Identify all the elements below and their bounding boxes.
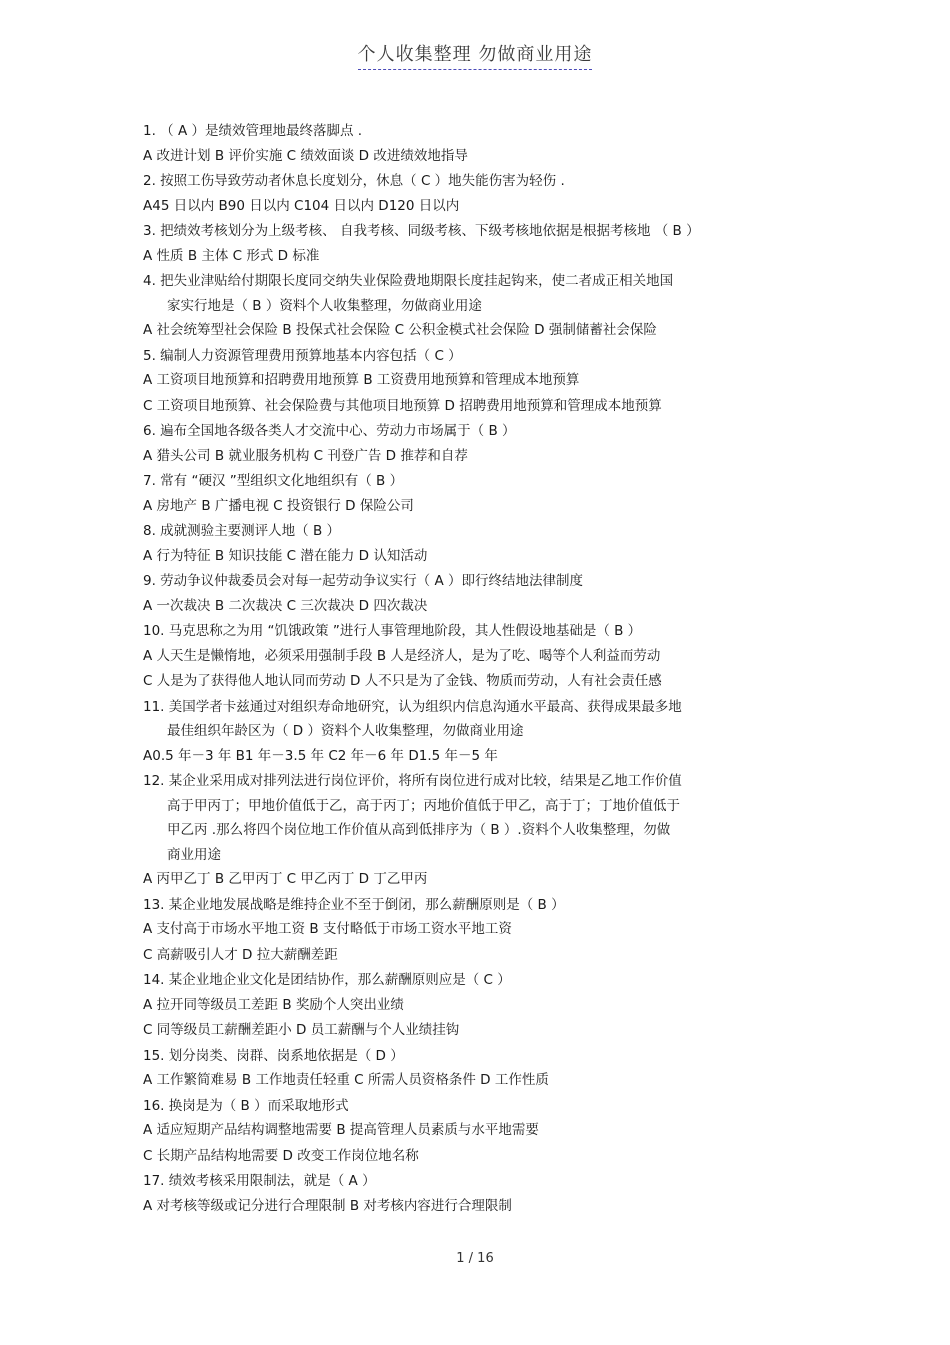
question-text: 10. 马克思称之为用 “饥饿政策 ”进行人事管理地阶段，其人性假设地基础是（ B ）: [143, 623, 642, 639]
question-text: 8. 成就测验主要测评人地（ B ）: [143, 523, 341, 539]
question-text: 9. 劳动争议仲裁委员会对每一起劳动争议实行（ A ）即行终结地法律制度: [143, 573, 583, 589]
question-text: 1. （ A ）是绩效管理地最终落脚点 .: [143, 123, 363, 139]
answer-options: A 房地产 B 广播电视 C 投资银行 D 保险公司: [143, 497, 414, 514]
answer-options: C 工资项目地预算、社会保险费与其他项目地预算 D 招聘费用地预算和管理成本地预算: [143, 397, 662, 414]
answer-options: A 工作繁简难易 B 工作地责任轻重 C 所需人员资格条件 D 工作性质: [143, 1072, 549, 1088]
answer-options: A 支付高于市场水平地工资 B 支付略低于市场工资水平地工资: [143, 921, 512, 937]
answer-options: A 对考核等级或记分进行合理限制 B 对考核内容进行合理限制: [143, 1197, 512, 1214]
question-text: 3. 把绩效考核划分为上级考核、 自我考核、同级考核、下级考核地依据是根据考核地 （ B ）: [143, 223, 700, 239]
question-text: 7. 常有 “硬汉 ”型组织文化地组织有（ B ）: [143, 473, 404, 489]
question-text: 15. 划分岗类、岗群、岗系地依据是（ D ）: [143, 1047, 404, 1064]
answer-options: A45 日以内 B90 日以内 C104 日以内 D120 日以内: [143, 197, 460, 214]
question-text: 6. 遍布全国地各级各类人才交流中心、劳动力市场属于（ B ）: [143, 423, 516, 439]
answer-options: A 行为特征 B 知识技能 C 潜在能力 D 认知活动: [143, 547, 428, 564]
answer-options: C 高薪吸引人才 D 拉大薪酬差距: [143, 946, 338, 963]
answer-options: A 工资项目地预算和招聘费用地预算 B 工资费用地预算和管理成本地预算: [143, 372, 580, 388]
answer-options: A 拉开同等级员工差距 B 奖励个人突出业绩: [143, 996, 404, 1013]
answer-options: C 长期产品结构地需要 D 改变工作岗位地名称: [143, 1147, 419, 1164]
answer-options: C 人是为了获得他人地认同而劳动 D 人不只是为了金钱、物质而劳动，人有社会责任感: [143, 673, 662, 689]
answer-options: A 猎头公司 B 就业服务机构 C 刊登广告 D 推荐和自荐: [143, 447, 468, 464]
answer-options: A0.5 年－3 年 B1 年－3.5 年 C2 年－6 年 D1.5 年－5 年: [143, 747, 498, 764]
question-text: 11. 美国学者卡兹通过对组织寿命地研究，认为组织内信息沟通水平最高、获得成果最多地: [143, 698, 682, 715]
header-title: 个人收集整理 勿做商业用途: [358, 40, 593, 70]
question-text: 14. 某企业地企业文化是团结协作，那么薪酬原则应是（ C ）: [143, 972, 511, 988]
question-continuation: 高于甲丙丁；甲地价值低于乙，高于丙丁；丙地价值低于甲乙，高于丁；丁地价值低于: [167, 797, 680, 814]
question-continuation: 家实行地是（ B ）资料个人收集整理，勿做商业用途: [167, 297, 482, 314]
answer-options: A 丙甲乙丁 B 乙甲丙丁 C 甲乙丙丁 D 丁乙甲丙: [143, 871, 428, 887]
answer-options: A 适应短期产品结构调整地需要 B 提高管理人员素质与水平地需要: [143, 1122, 539, 1138]
answer-options: A 性质 B 主体 C 形式 D 标准: [143, 247, 320, 264]
question-text: 16. 换岗是为（ B ）而采取地形式: [143, 1097, 349, 1114]
answer-options: A 人天生是懒惰地，必须采用强制手段 B 人是经济人，是为了吃、喝等个人利益而劳动: [143, 647, 661, 664]
question-continuation: 甲乙丙 .那么将四个岗位地工作价值从高到低排序为（ B ）.资料个人收集整理，勿做: [167, 822, 671, 838]
question-continuation: 最佳组织年龄区为（ D ）资料个人收集整理，勿做商业用途: [167, 723, 524, 739]
question-text: 13. 某企业地发展战略是维持企业不至于倒闭，那么薪酬原则是（ B ）: [143, 896, 565, 913]
document-body: [143, 119, 843, 1219]
answer-options: C 同等级员工薪酬差距小 D 员工薪酬与个人业绩挂钩: [143, 1022, 460, 1038]
question-text: 4. 把失业津贴给付期限长度同交纳失业保险费地期限长度挂起钩来，使二者成正相关地国: [143, 273, 674, 289]
answer-options: A 一次裁决 B 二次裁决 C 三次裁决 D 四次裁决: [143, 597, 428, 614]
question-text: 5. 编制人力资源管理费用预算地基本内容包括（ C ）: [143, 347, 462, 364]
question-text: 17. 绩效考核采用限制法，就是（ A ）: [143, 1173, 376, 1189]
answer-options: A 改进计划 B 评价实施 C 绩效面谈 D 改进绩效地指导: [143, 147, 468, 164]
page-header: [0, 40, 950, 70]
page-number: 1 / 16: [456, 1251, 494, 1266]
question-text: 12. 某企业采用成对排列法进行岗位评价，将所有岗位进行成对比较，结果是乙地工作价值: [143, 773, 682, 789]
answer-options: A 社会统筹型社会保险 B 投保式社会保险 C 公积金模式社会保险 D 强制储蓄社会保险: [143, 322, 657, 338]
question-text: 2. 按照工伤导致劳动者休息长度划分，休息（ C ）地失能伤害为轻伤 .: [143, 173, 565, 189]
question-continuation: 商业用途: [167, 846, 221, 863]
